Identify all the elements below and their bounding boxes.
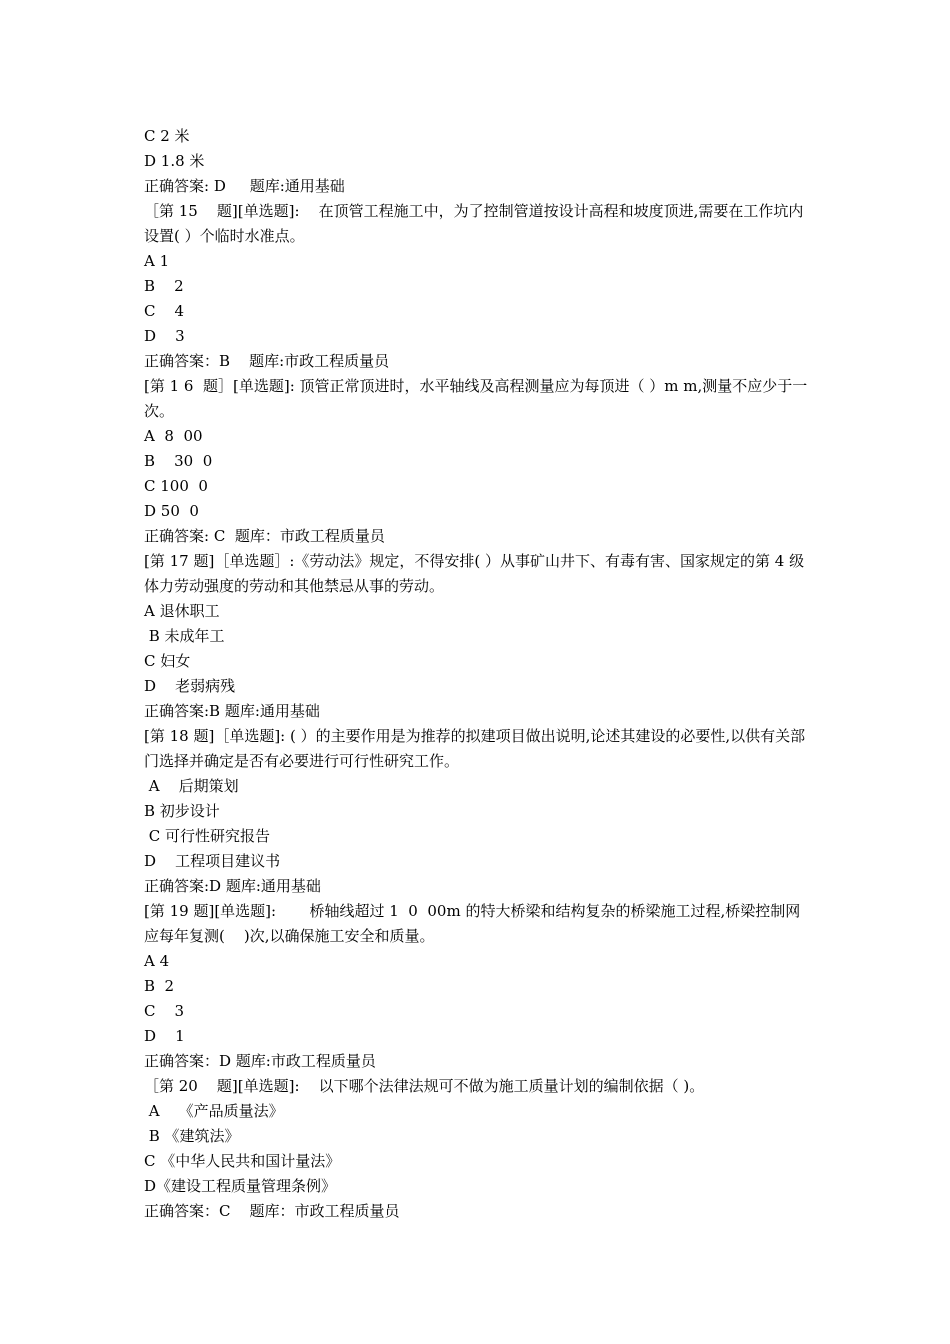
option-line: A 《产品质量法》 (144, 1102, 284, 1120)
option-line: B 《建筑法》 (144, 1127, 240, 1145)
option-line: D 1.8 米 (144, 152, 205, 170)
question-text: [第 18 题]［单选题]: ( ）的主要作用是为推荐的拟建项目做出说明,论述其建设的必要性,以供有关部门选择并确定是否有必要进行可行性研究工作。 (144, 727, 806, 770)
option-line: B 2 (144, 977, 175, 995)
option-line: C 4 (144, 302, 185, 320)
option-line: C 妇女 (144, 652, 191, 670)
option-line: C 100 0 (144, 477, 208, 495)
option-line: D 3 (144, 327, 185, 345)
option-line: C 可行性研究报告 (144, 827, 271, 845)
option-line: B 初步设计 (144, 802, 220, 820)
document-body (144, 124, 809, 1224)
question-text: [第 17 题]［单选题］:《劳动法》规定，不得安排( ）从事矿山井下、有毒有害、国家规定的第 4 级体力劳动强度的劳动和其他禁忌从事的劳动。 (144, 552, 805, 595)
option-line: A 8 00 (144, 427, 203, 445)
answer-line: 正确答案：D 题库:市政工程质量员 (144, 1052, 376, 1070)
question-text: [第 1 6 题］[单选题]: 顶管正常顶进时，水平轴线及高程测量应为每顶进（ ）m m,测量不应少于一次。 (144, 377, 808, 420)
option-line: C 《中华人民共和国计量法》 (144, 1152, 341, 1170)
option-line: D 1 (144, 1027, 185, 1045)
option-line: A 退休职工 (144, 602, 220, 620)
answer-line: 正确答案: D 题库:通用基础 (144, 177, 345, 195)
answer-line: 正确答案: C 题库：市政工程质量员 (144, 527, 385, 545)
option-line: C 3 (144, 1002, 185, 1020)
question-text: ［第 15 题][单选题]: 在顶管工程施工中，为了控制管道按设计高程和坡度顶进,需要在工作坑内设置( ）个临时水准点。 (144, 202, 804, 245)
question-text: ［第 20 题][单选题]: 以下哪个法律法规可不做为施工质量计划的编制依据（ )。 (144, 1077, 705, 1095)
option-line: D 工程项目建议书 (144, 852, 281, 870)
question-text: [第 19 题][单选题]: 桥轴线超过 1 0 00m 的特大桥梁和结构复杂的桥梁施工过程,桥梁控制网应每年复测( )次,以确保施工安全和质量。 (144, 902, 801, 945)
answer-line: 正确答案：B 题库:市政工程质量员 (144, 352, 390, 370)
option-line: D 50 0 (144, 502, 199, 520)
option-line: D《建设工程质量管理条例》 (144, 1177, 337, 1195)
option-line: C 2 米 (144, 127, 190, 145)
option-line: B 未成年工 (144, 627, 225, 645)
option-line: B 2 (144, 277, 184, 295)
option-line: A 4 (144, 952, 170, 970)
option-line: B 30 0 (144, 452, 213, 470)
option-line: A 1 (144, 252, 170, 270)
answer-line: 正确答案:D 题库:通用基础 (144, 877, 321, 895)
answer-line: 正确答案:B 题库:通用基础 (144, 702, 320, 720)
option-line: D 老弱病残 (144, 677, 236, 695)
option-line: A 后期策划 (144, 777, 239, 795)
answer-line: 正确答案：C 题库：市政工程质量员 (144, 1202, 400, 1220)
